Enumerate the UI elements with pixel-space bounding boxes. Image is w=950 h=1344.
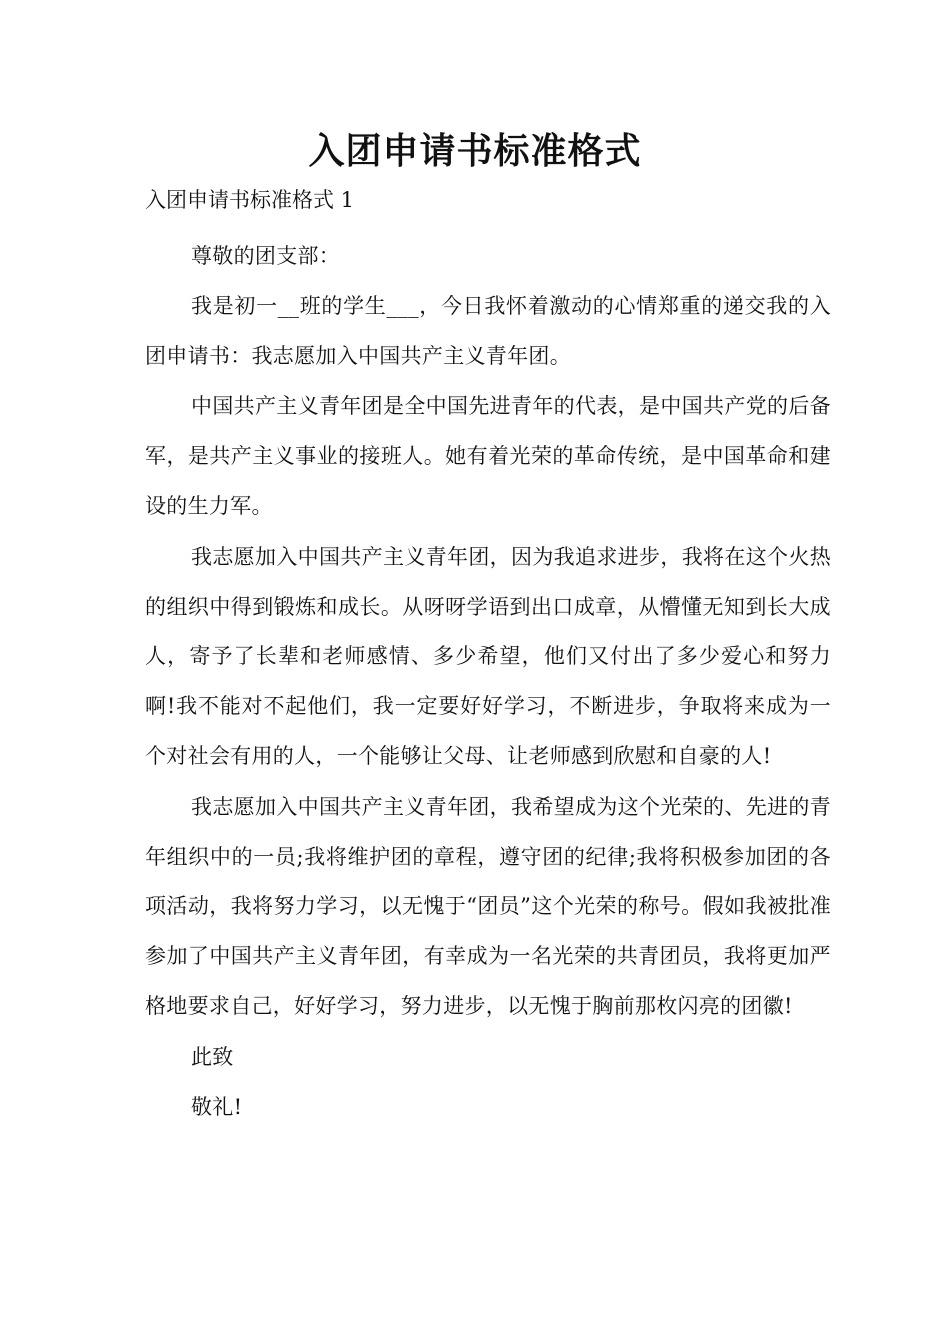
document-title: 入团申请书标准格式 bbox=[308, 131, 642, 172]
closing-zhici: 此致 bbox=[191, 1044, 234, 1069]
document-body bbox=[145, 232, 831, 1132]
document-subtitle: 入团申请书标准格式 1 bbox=[145, 188, 355, 212]
paragraph-league-description: 中国共产主义青年团是全中国先进青年的代表，是中国共产党的后备军，是共产主义事业的接班人。她有着光荣的革命传统，是中国革命和建设的生力军。 bbox=[145, 394, 831, 518]
paragraph-commitment: 我志愿加入中国共产主义青年团，我希望成为这个光荣的、先进的青年组织中的一员;我将维护团的章程，遵守团的纪律;我将积极参加团的各项活动，我将努力学习，以无愧于“团员”这个光荣的称号。假如我被批准参加了中国共产主义青年团，有幸成为一名光荣的共青团员，我将更加严格地要求自己，好好学习，努力进步，以无愧于胸前那枚闪亮的团徽! bbox=[145, 794, 831, 1018]
paragraph-motivation: 我志愿加入中国共产主义青年团，因为我追求进步，我将在这个火热的组织中得到锻炼和成长。从呀呀学语到出口成章，从懵懂无知到长大成人，寄予了长辈和老师感情、多少希望，他们又付出了多少爱心和努力啊!我不能对不起他们，我一定要好好学习，不断进步，争取将来成为一个对社会有用的人，一个能够让父母、让老师感到欣慰和自豪的人! bbox=[145, 544, 831, 768]
salutation: 尊敬的团支部： bbox=[191, 244, 341, 268]
paragraph-intro: 我是初一__班的学生___，今日我怀着激动的心情郑重的递交我的入团申请书：我志愿加入中国共产主义青年团。 bbox=[145, 293, 831, 368]
closing-jingli: 敬礼! bbox=[191, 1094, 243, 1119]
